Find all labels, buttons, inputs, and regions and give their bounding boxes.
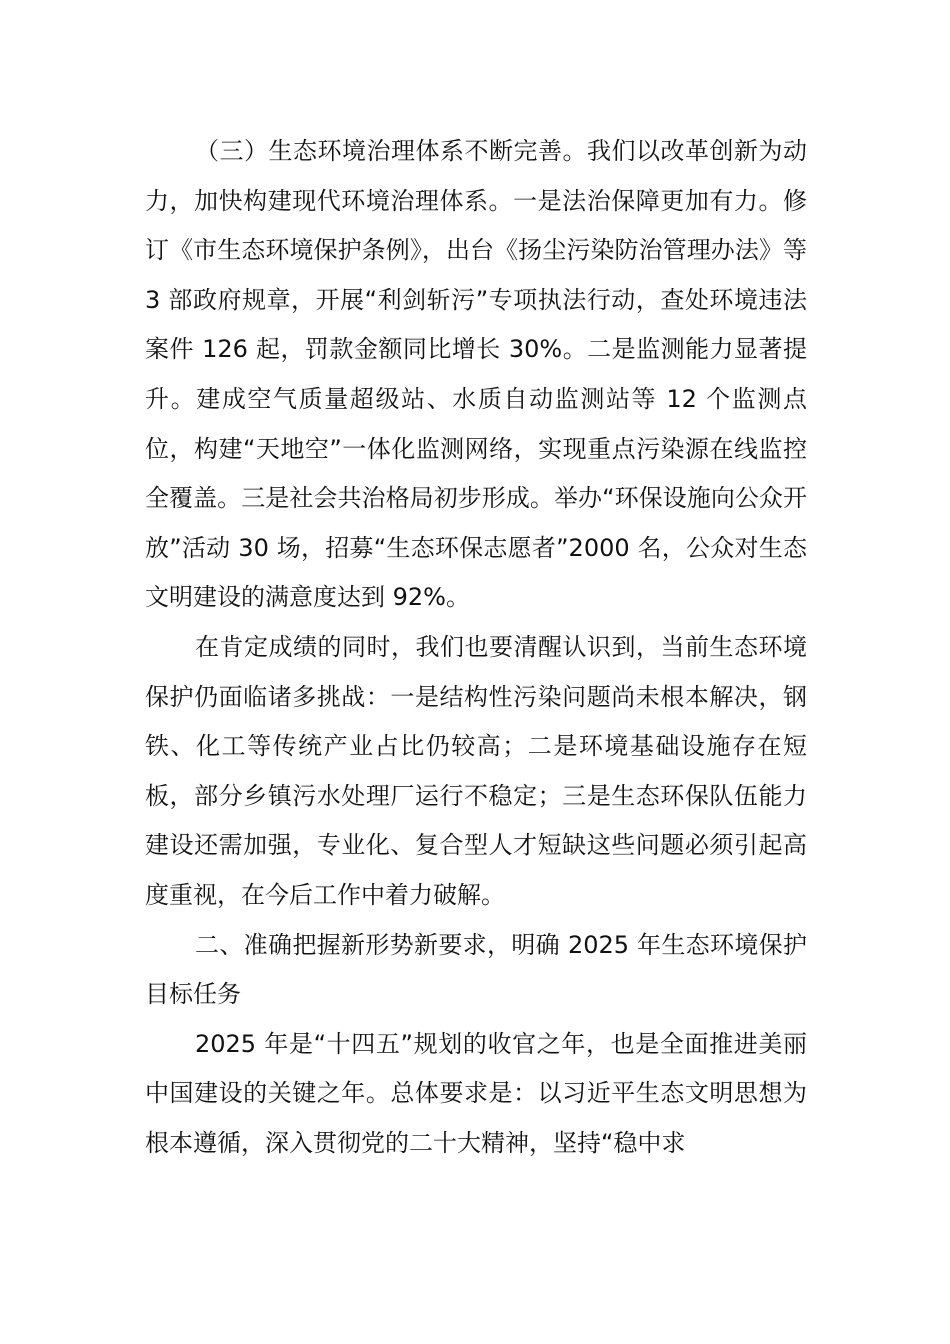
paragraph-ecological-governance: （三）生态环境治理体系不断完善。我们以改革创新为动力，加快构建现代环境治理体系。一是法治保障更加有力。修订《市生态环境保护条例》，出台《扬尘污染防治管理办法》等 3 部政府规章，开展“利剑斩污”专项执法行动，查处环境违法案件 126 起，罚款金额同比增长 30%。二是监测能力显著提升。建成空气质量超级站、水质自动监测站等 12 个监测点位，构建“天地空”一体化监测网络，实现重点污染源在线监控全覆盖。三是社会共治格局初步形成。举办“环保设施向公众开放”活动 30 场，招募“生态环保志愿者”2000 名，公众对生态文明建设的满意度达到 92%。 (145, 137, 807, 612)
section-heading-2025-goals: 二、准确把握新形势新要求，明确 2025 年生态环境保护目标任务 (145, 930, 807, 1009)
paragraph-2025-requirements: 2025 年是“十四五”规划的收官之年，也是全面推进美丽中国建设的关键之年。总体要求是：以习近平生态文明思想为根本遵循，深入贯彻党的二十大精神，坚持“稳中求 (145, 1029, 807, 1157)
document-body (145, 127, 807, 1168)
paragraph-challenges: 在肯定成绩的同时，我们也要清醒认识到，当前生态环境保护仍面临诸多挑战：一是结构性污染问题尚未根本解决，钢铁、化工等传统产业占比仍较高；二是环境基础设施存在短板，部分乡镇污水处理厂运行不稳定；三是生态环保队伍能力建设还需加强，专业化、复合型人才短缺这些问题必须引起高度重视，在今后工作中着力破解。 (145, 632, 807, 909)
